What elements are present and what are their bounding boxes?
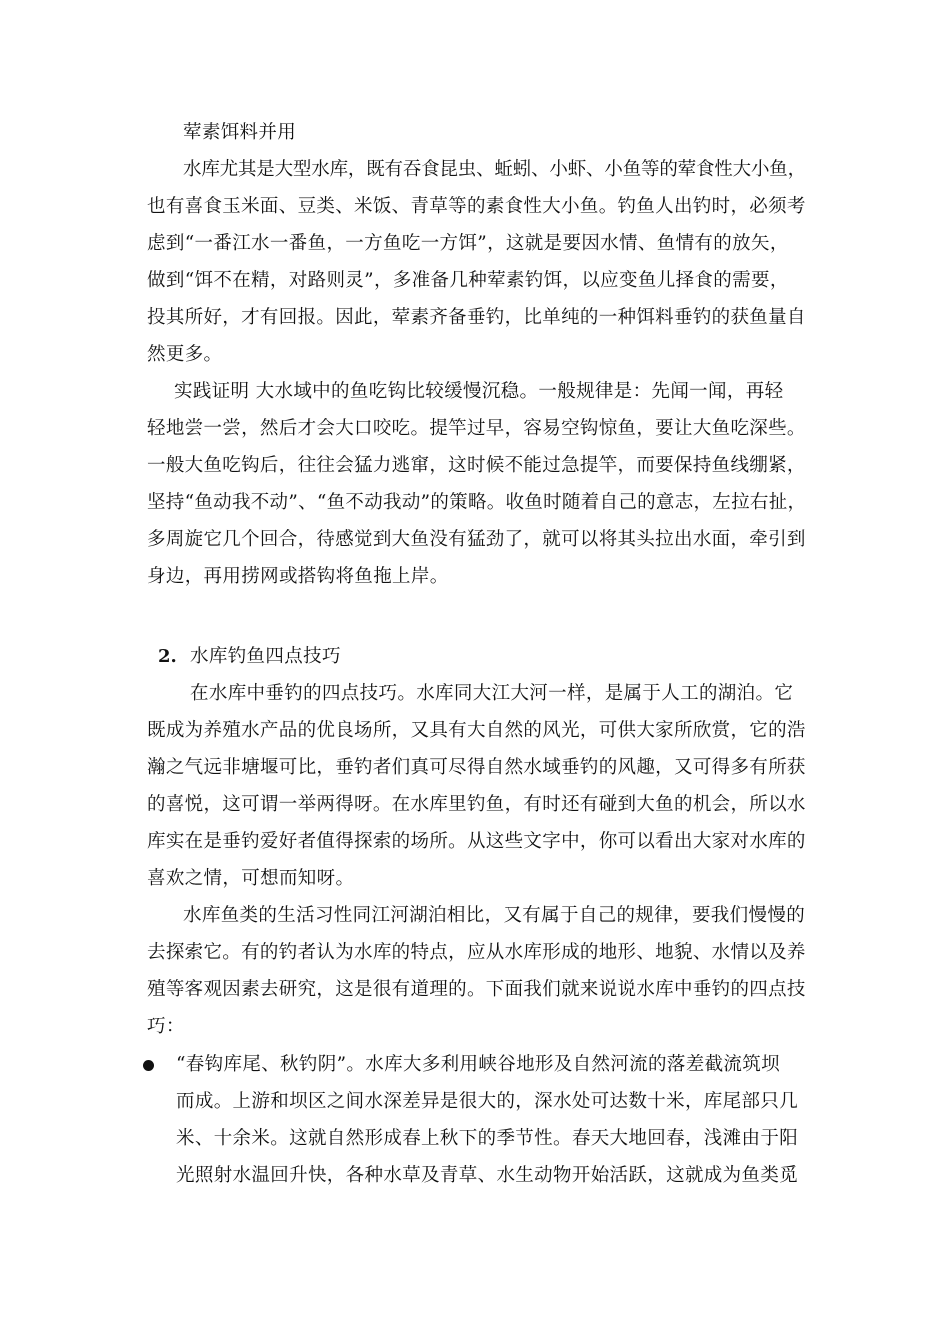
bullet1-line-1: “春钩库尾、秋钓阴”。水库大多利用峡谷地形及自然河流的落差截流筑坝 xyxy=(176,1054,780,1075)
section1-para2-line-3: 一般大鱼吃钩后，往往会猛力逃窜，这时候不能过急提竿，而要保持鱼线绷紧， xyxy=(147,455,806,476)
section2-para1-line-3: 瀚之气远非塘堰可比，垂钓者们真可尽得自然水域垂钓的风趣，又可得多有所获 xyxy=(147,757,806,778)
section2-para2-line-3: 殖等客观因素去研究，这是很有道理的。下面我们就来说说水库中垂钓的四点技 xyxy=(147,979,806,1000)
section2-para2-line-1: 水库鱼类的生活习性同江河湖泊相比，又有属于自己的规律，要我们慢慢的 xyxy=(183,905,806,926)
section1-para1-line-1: 水库尤其是大型水库，既有吞食昆虫、蚯蚓、小虾、小鱼等的荤食性大小鱼， xyxy=(183,159,806,180)
section1-para1-line-5: 投其所好，才有回报。因此，荤素齐备垂钓，比单纯的一种饵料垂钓的获鱼量自 xyxy=(147,307,806,328)
section1-para1-line-2: 也有喜食玉米面、豆类、米饭、青草等的素食性大小鱼。钓鱼人出钓时，必须考 xyxy=(147,196,806,217)
section1-para2-line-6: 身边，再用捞网或搭钩将鱼拖上岸。 xyxy=(147,566,449,587)
section2-number: 2. xyxy=(158,646,177,667)
section1-title: 荤素饵料并用 xyxy=(183,122,297,143)
section1-para2-line-1: 实践证明 大水域中的鱼吃钩比较缓慢沉稳。一般规律是：先闻一闻，再轻 xyxy=(174,381,784,402)
section1-para1-line-6: 然更多。 xyxy=(147,344,223,365)
section2-para1-line-5: 库实在是垂钓爱好者值得探索的场所。从这些文字中，你可以看出大家对水库的 xyxy=(147,831,806,852)
section1-para2-line-4: 坚持“鱼动我不动”、“鱼不动我动”的策略。收鱼时随着自己的意志，左拉右扯， xyxy=(147,492,807,513)
bullet1-line-3: 米、十余米。这就自然形成春上秋下的季节性。春天大地回春，浅滩由于阳 xyxy=(176,1128,799,1149)
bullet1-line-2: 而成。上游和坝区之间水深差异是很大的，深水处可达数十米，库尾部只几 xyxy=(176,1091,799,1112)
section1-para1-line-3: 虑到“一番江水一番鱼，一方鱼吃一方饵”，这就是要因水情、鱼情有的放矢， xyxy=(147,233,789,254)
section2-para1-line-6: 喜欢之情，可想而知呀。 xyxy=(147,868,355,889)
section1-para2-line-2: 轻地尝一尝，然后才会大口咬吃。提竿过早，容易空钩惊鱼，要让大鱼吃深些。 xyxy=(147,418,806,439)
section2-para1-line-2: 既成为养殖水产品的优良场所，又具有大自然的风光，可供大家所欣赏，它的浩 xyxy=(147,720,806,741)
section1-para1-line-4: 做到“饵不在精，对路则灵”，多准备几种荤素钓饵，以应变鱼儿择食的需要， xyxy=(147,270,789,291)
section2-title: 水库钓鱼四点技巧 xyxy=(190,646,341,667)
bullet-dot xyxy=(143,1060,154,1071)
section2-para2-line-2: 去探索它。有的钓者认为水库的特点，应从水库形成的地形、地貌、水情以及养 xyxy=(147,942,806,963)
bullet1-line-4: 光照射水温回升快，各种水草及青草、水生动物开始活跃，这就成为鱼类觅 xyxy=(176,1165,799,1186)
section2-para2-line-4: 巧： xyxy=(147,1016,185,1037)
section2-para1-line-4: 的喜悦，这可谓一举两得呀。在水库里钓鱼，有时还有碰到大鱼的机会，所以水 xyxy=(147,794,806,815)
section1-para2-line-5: 多周旋它几个回合，待感觉到大鱼没有猛劲了，就可以将其头拉出水面，牵引到 xyxy=(147,529,806,550)
section2-para1-line-1: 在水库中垂钓的四点技巧。水库同大江大河一样，是属于人工的湖泊。它 xyxy=(190,683,794,704)
